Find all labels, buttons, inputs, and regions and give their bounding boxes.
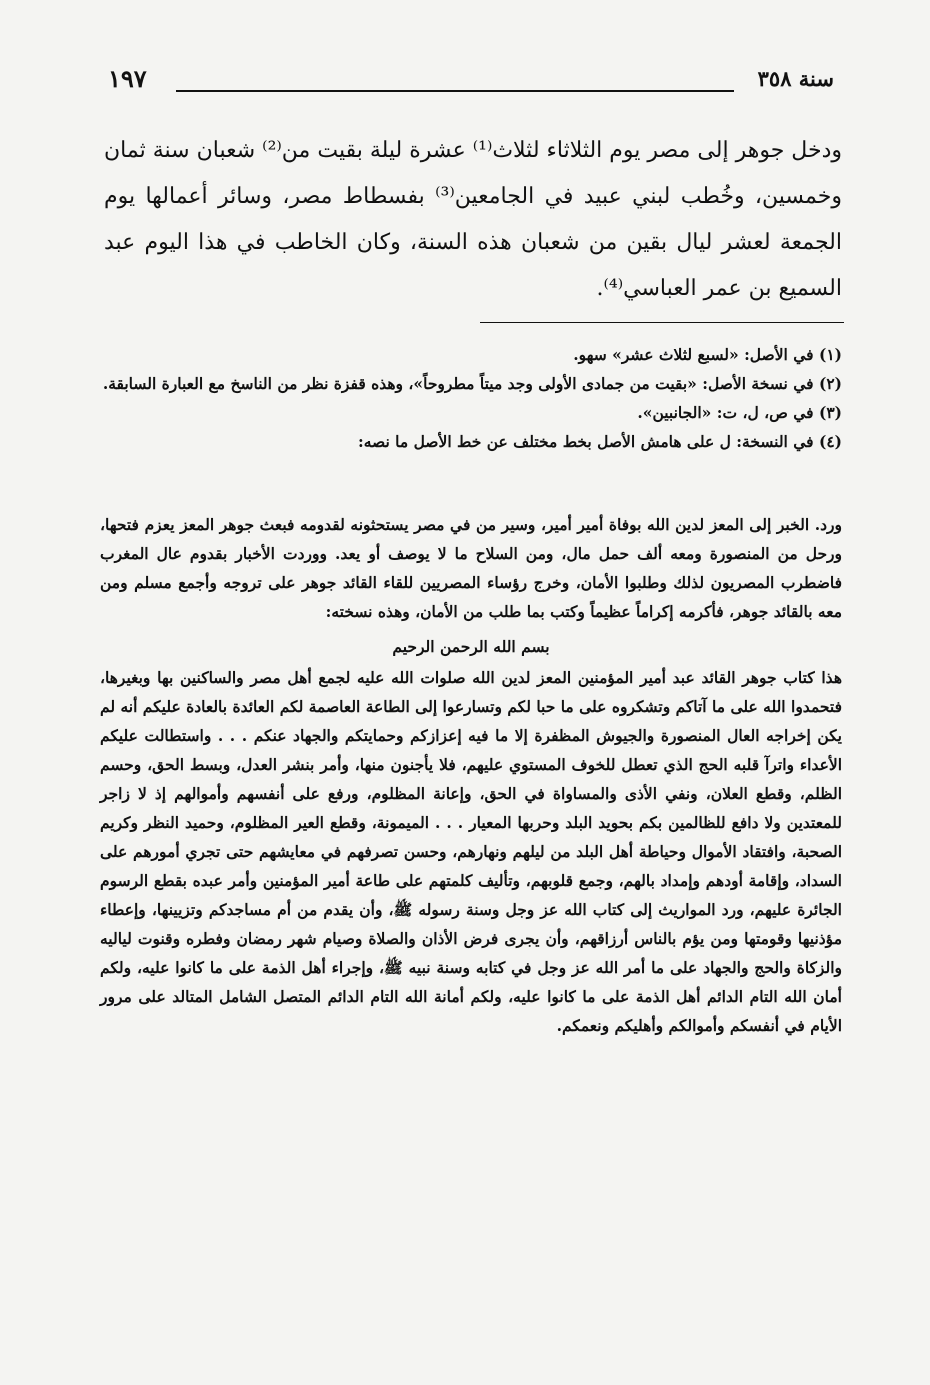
running-header [92,66,834,100]
main-text [104,128,842,312]
footnotes [100,340,842,456]
footnote-4: (٤) في النسخة: ل على هامش الأصل بخط مختلف عن خط الأصل ما نصه: [357,432,842,451]
footnote-2: (٢) في نسخة الأصل: «بقيت من جمادى الأولى وجد ميتاً مطروحاً»، وهذه قفزة نظر من الناسخ مع العبارة السابقة. [102,374,842,393]
page-number: ١٩٧ [108,64,147,93]
basmala: بسم الله الرحمن الرحيم [392,637,550,656]
quotation-letter: هذا كتاب جوهر القائد عبد أمير المؤمنين المعز لدين الله صلوات الله عليه لجمع أهل مصر والساكنين بها وبغيرها، فتحمدوا الله على ما آتاكم وتشكروه على ما حبا لكم وتسارعوا إلى الطاعة العاصمة لكم العائدة بالعادة عليكم أنه لم يكن إخراجه العال المنصورة والجيوش المظفرة إلا ما فيه إعزازكم وحمايتكم والجهاد عنكم . . . واستطالت عليكم الأعداء واترآ قلبه الحج الذي تعطل للخوف المستوي عليهم، فلا يأجنون منها، وأمر بنشر العدل، وبسط الحق، وحسم الظلم، وقطع العلان، ونفي الأذى والمساواة في الحق، وإعانة المظلوم، ورفع على أنفسهم وأموالهم إذ لا زاجر للمعتدين ولا دافع للظالمين بكم بحويد البلد وحربها المعيار . . . الميمونة، وقطع العير المظلوم، وحميد النظر وكريم الصحبة، وافتقاد الأموال وحياطة أهل البلد من ليلهم ونهارهم، وحسن تصرفهم في معايشهم حتى تجري أمورهم على السداد، وإقامة أودهم وإمداد بالهم، وجمع قلوبهم، وتأليف كلمتهم على طاعة أمير المؤمنين وأمر عبده بقطع الرسوم الجائرة عليهم، ورد المواريث إلى كتاب الله عز وجل وسنة رسوله ﷺ، وأن يقدم من أم مساجدكم وتزيينها، وإعطاء مؤذنيها وقومتها ومن يؤم بالناس أرزاقهم، وأن يجرى فرض الأذان والصلاة وصيام شهر رمضان وفطره وقنوت لياليه والزكاة والحج والجهاد على ما أمر الله عز وجل في كتابه وسنة نبيه ﷺ، وإجراء أهل الذمة على ما كانوا عليه، ولكم أمان الله التام الدائم أهل الذمة على ما كانوا عليه، ولكم أمانة الله التام الدائم المتصل الشامل المتالد على مرور الأيام في أنفسكم وأموالكم وأهليكم ونعمكم. [100,668,842,1035]
main-paragraph: ودخل جوهر إلى مصر يوم الثلاثاء لثلاث⁽¹⁾ عشرة ليلة بقيت من⁽²⁾ شعبان سنة ثمان وخمسين، وخُطب لبني عبيد في الجامعين⁽³⁾ بفسطاط مصر، وسائر أعمالها يوم الجمعة لعشر ليال بقين من شعبان هذه السنة، وكان الخاطب في هذا اليوم عبد السميع بن عمر العباسي⁽⁴⁾. [104,138,842,301]
footnote-separator [480,322,844,323]
header-year: سنة ٣٥٨ [757,66,834,91]
footnote-3: (٣) في ص، ل، ت: «الجانبين». [637,403,842,422]
footnote-1: (١) في الأصل: «لسبع لثلاث عشر» سهو. [573,345,842,364]
quotation-intro: ورد. الخبر إلى المعز لدين الله بوفاة أمير أمير، وسير من في مصر يستحثونه لقدومه فبعث جوهر المعز يعزم فتحها، ورحل من المنصورة ومعه ألف حمل مال، ومن السلاح ما لا يوصف أو يعد. ووردت الأخبار بقدوم عال المغرب فاضطرب المصريون لذلك وطلبوا الأمان، وخرج رؤساء المصريين للقاء القائد جوهر على تروجه وأجمع مسلم ومن معه بالقائد جوهر، فأكرمه إكراماً عظيماً وكتب بما طلب من الأمان، وهذه نسخته: [100,515,842,621]
header-rule [176,90,734,92]
footnote-quotation [100,510,842,1040]
